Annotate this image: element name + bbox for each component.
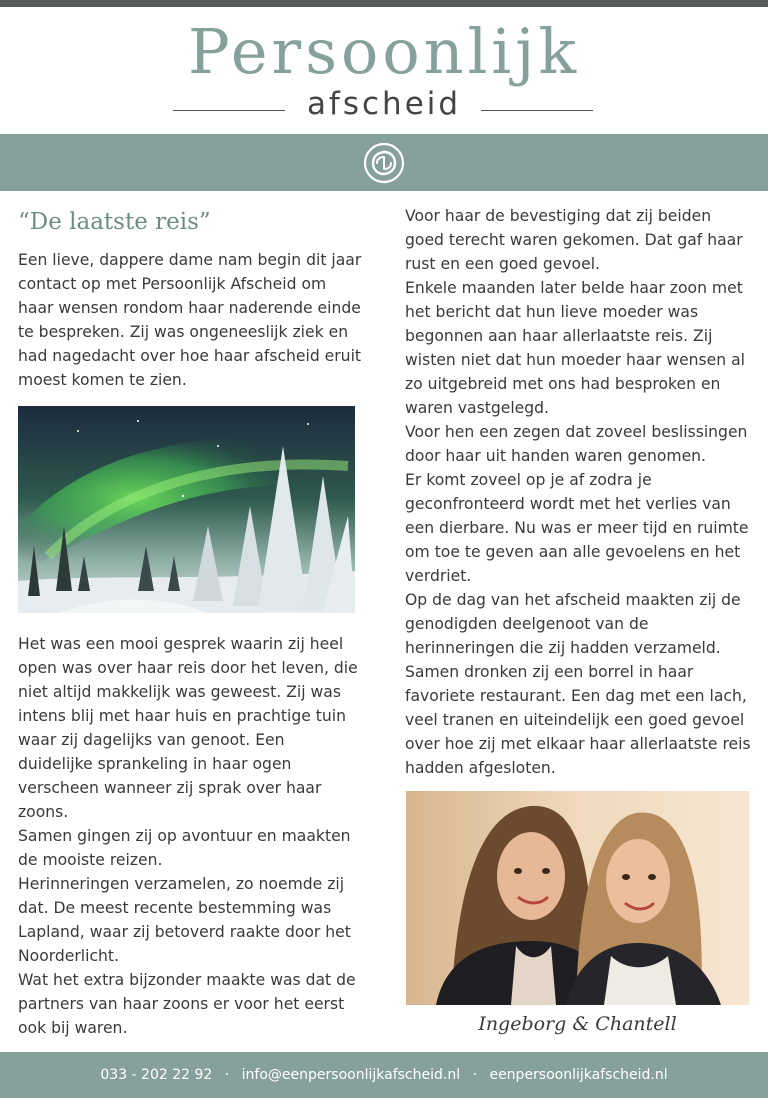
photo-caption: Ingeborg & Chantell (478, 1013, 677, 1035)
right-paragraph: Op de dag van het afscheid maakten zij de genodigden deelgenoot van de herinneringen die zij hadden verzameld. Samen dronken zij een borrel in haar favoriete restaurant. Een dag met een lach, veel tranen en uiteindelijk een goed gevoel over hoe zij met elkaar haar allerlaatste reis hadden afgesloten. (405, 591, 751, 777)
logo-icon (362, 141, 406, 185)
intro-text: Een lieve, dappere dame nam begin dit jaar contact op met Persoonlijk Afscheid om haar wensen rondom haar naderende einde te bespreken. Zij was ongeneeslijk ziek en had nagedacht over hoe haar afscheid eruit moest komen te zien. (18, 251, 362, 389)
left-paragraph: Herinneringen verzamelen, zo noemde zij dat. De meest recente bestemming was Lapland, waar zij betoverd raakte door het Noorderlicht. (18, 875, 351, 965)
footer-phone[interactable]: 033 - 202 22 92 (100, 1067, 213, 1083)
footer (0, 1052, 768, 1098)
left-paragraph: Samen gingen zij op avontuur en maakten de mooiste reizen. (18, 827, 351, 869)
intro-paragraph (18, 248, 363, 392)
footer-email[interactable]: info@eenpersoonlijkafscheid.nl (241, 1067, 461, 1083)
footer-website[interactable]: eenpersoonlijkafscheid.nl (489, 1067, 668, 1083)
right-column (405, 204, 753, 780)
right-paragraph: Enkele maanden later belde haar zoon met het bericht dat hun lieve moeder was begonnen aan haar allerlaatste reis. Zij wisten niet dat hun moeder haar wensen al zo uitgebreid met ons had besproken en waren vastgelegd. (405, 279, 745, 417)
brand-subtitle: afscheid (306, 86, 462, 122)
aurora-photo (18, 406, 355, 613)
team-photo (406, 791, 749, 1005)
left-paragraph: Het was een mooi gesprek waarin zij heel open was over haar reis door het leven, die niet altijd makkelijk was geweest. Zij was intens blij met haar huis en prachtige tuin waar zij dagelijks van genoot. Een duidelijke sprankeling in haar ogen verscheen wanneer zij sprak over haar zoons. (18, 635, 358, 821)
left-column (18, 632, 363, 1040)
brand-subtitle-row (0, 78, 768, 122)
footer-separator: · (224, 1067, 230, 1083)
brand-title: Persoonlijk (187, 15, 581, 88)
top-bar (0, 0, 768, 7)
left-paragraph: Wat het extra bijzonder maakte was dat de partners van haar zoons er voor het eerst ook bij waren. (18, 971, 356, 1037)
article-heading: “De laatste reis” (18, 209, 211, 235)
right-paragraph: Voor haar de bevestiging dat zij beiden goed terecht waren gekomen. Dat gaf haar rust en een goed gevoel. (405, 207, 743, 273)
footer-separator: · (472, 1067, 477, 1083)
right-paragraph: Voor hen een zegen dat zoveel beslissingen door haar uit handen waren genomen. (405, 423, 748, 465)
right-paragraph: Er komt zoveel op je af zodra je geconfronteerd wordt met het verlies van een dierbare. Nu was er meer tijd en ruimte om toe te geven aan alle gevoelens en het verdriet. (405, 471, 749, 585)
